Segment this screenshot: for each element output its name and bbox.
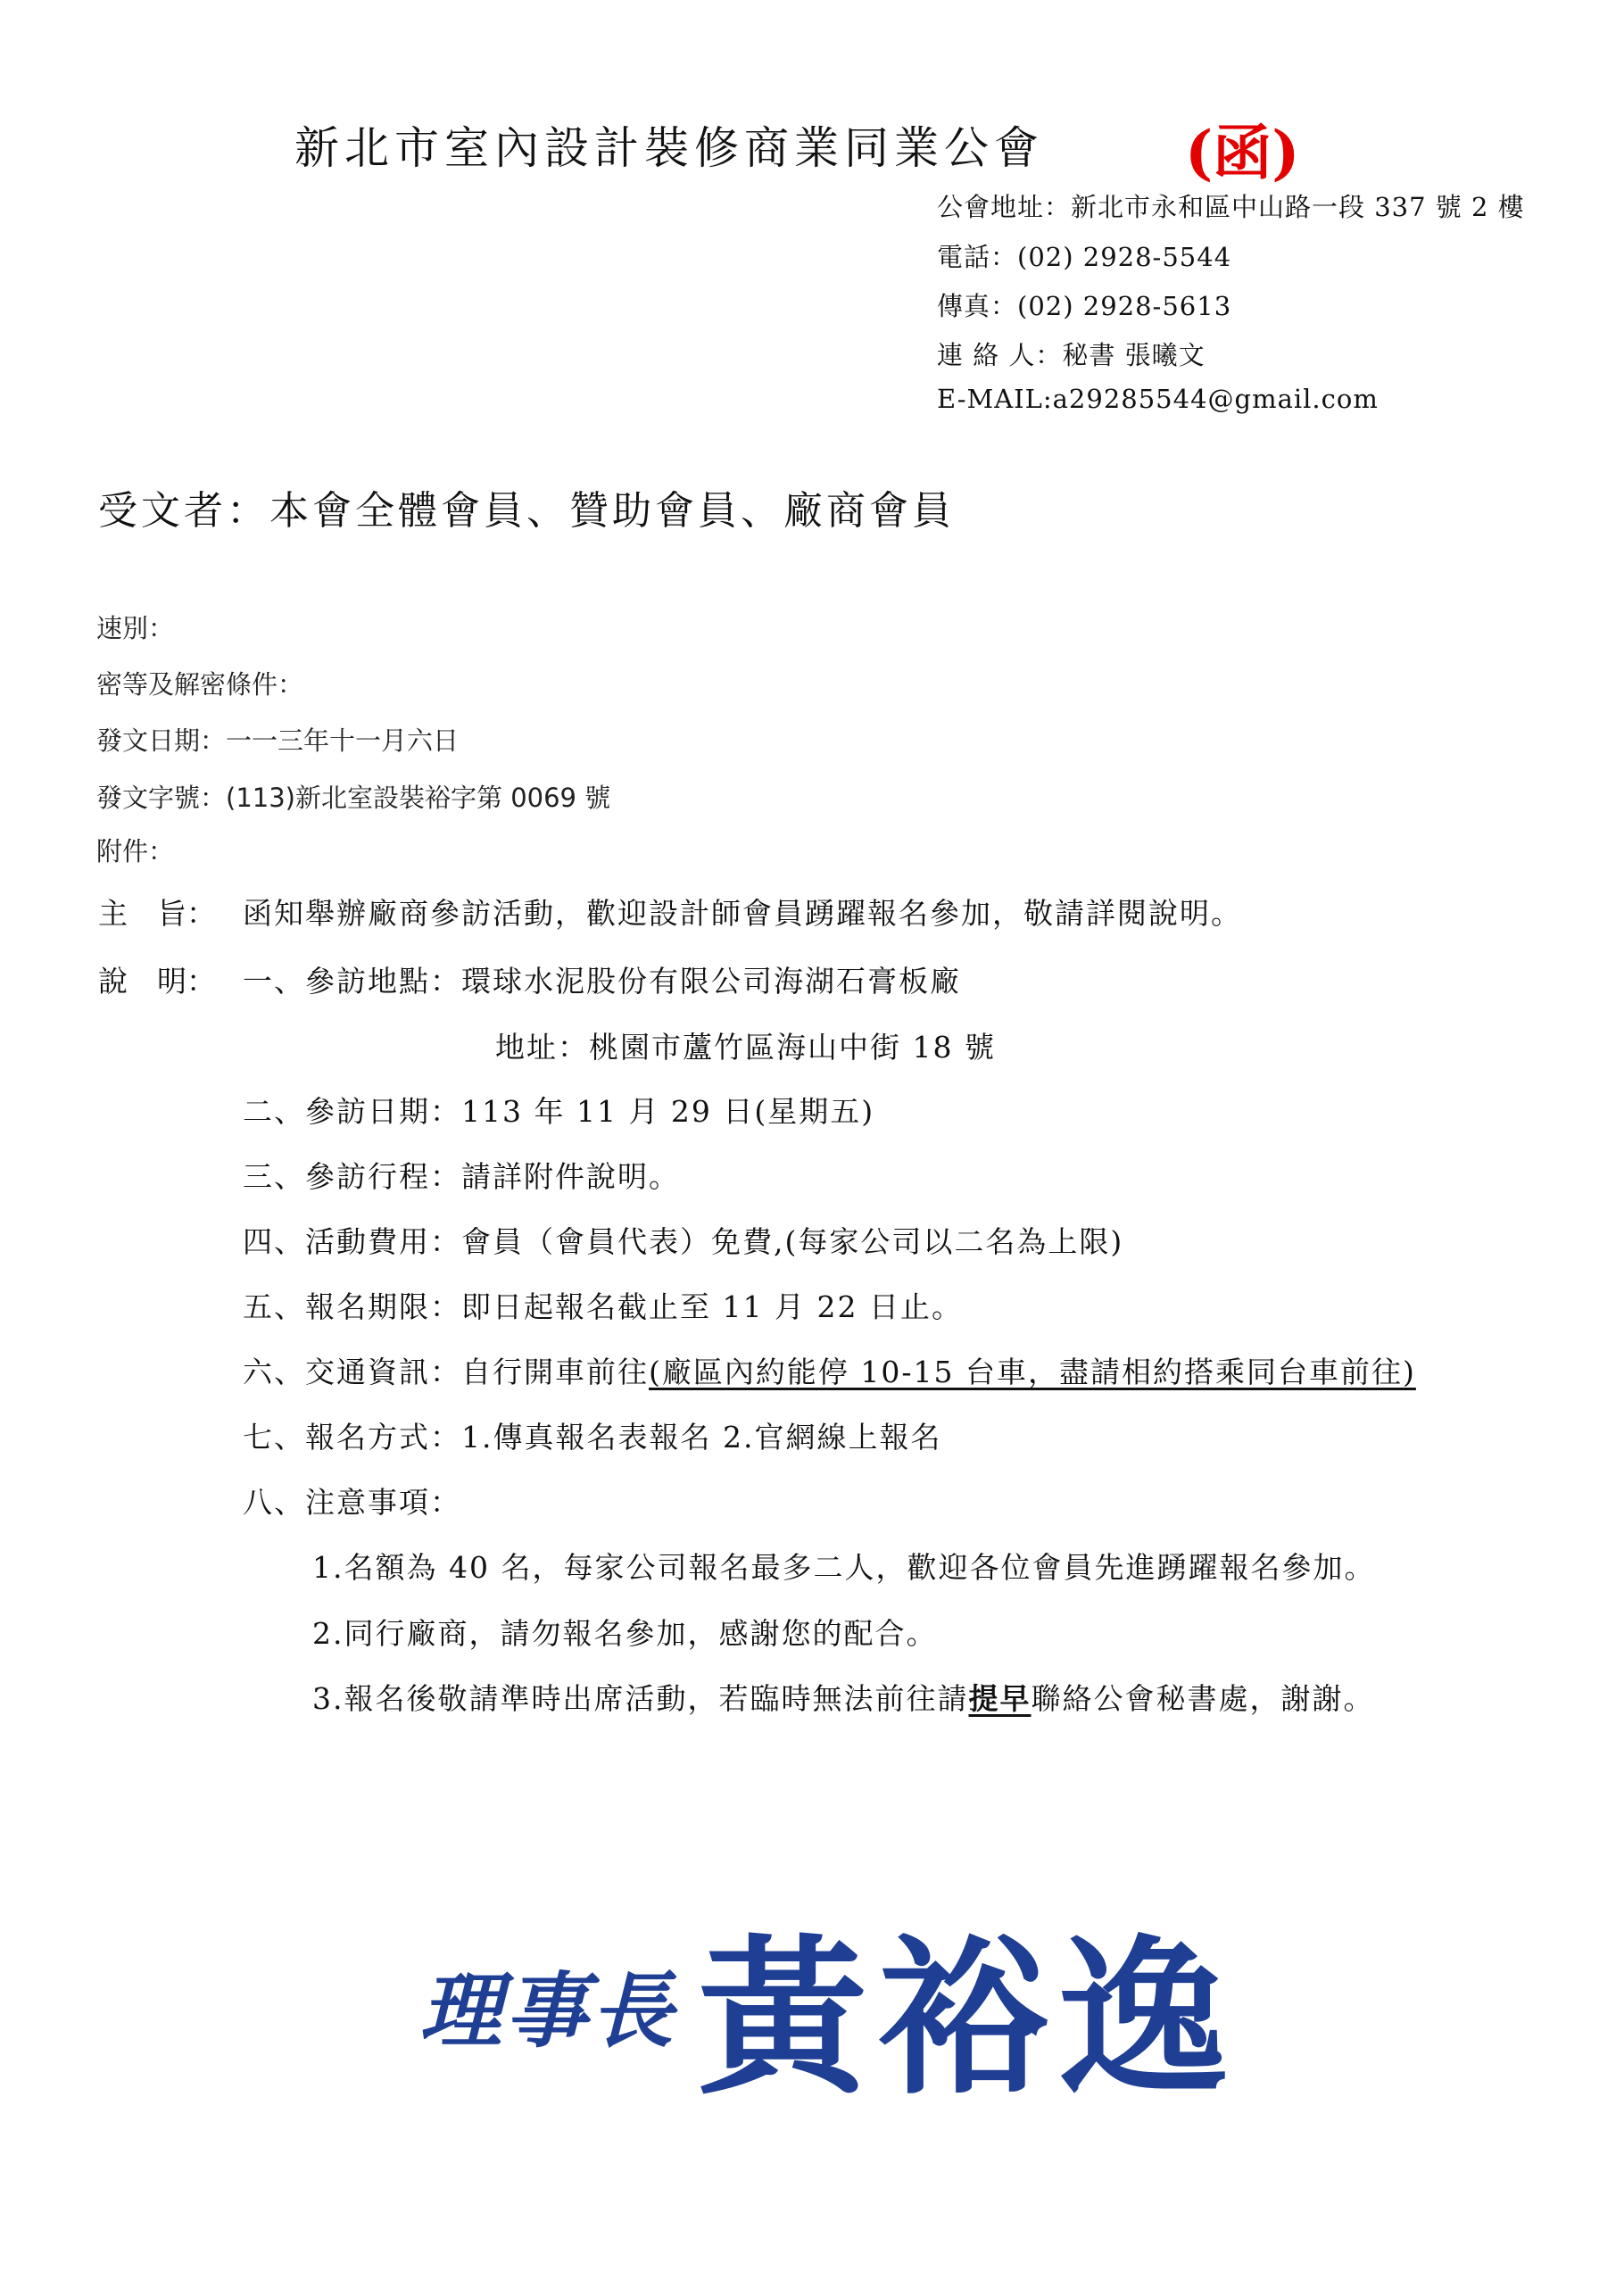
location-address: 地址：桃園市蘆竹區海山中街 18 號 — [495, 1030, 996, 1065]
org-fax: 傳真：(02) 2928-5613 — [937, 291, 1232, 321]
explanation-line — [98, 958, 961, 1000]
explanation-item — [243, 1414, 941, 1456]
item-text: 自行開車前往 — [461, 1355, 649, 1389]
org-address: 公會地址：新北市永和區中山路一段 337 號 2 樓 — [937, 192, 1525, 222]
explanation-label: 說 明： — [98, 964, 216, 999]
note-text: 3.報名後敬請準時出席活動，若臨時無法前往請 — [312, 1681, 969, 1716]
item-text: 1.傳真報名表報名 2.官網線上報名 — [461, 1420, 942, 1455]
item-label: 八、注意事項： — [243, 1485, 461, 1520]
item-text: 113 年 11 月 29 日(星期五) — [461, 1094, 875, 1129]
explanation-item — [243, 1284, 963, 1326]
issue-date: 發文日期：一一三年十一月六日 — [96, 725, 460, 756]
note-item: 2.同行廠商，請勿報名參加，感謝您的配合。 — [312, 1616, 938, 1651]
item-label: 六、交通資訊： — [243, 1355, 461, 1389]
item-label: 一、參訪地點： — [243, 964, 461, 999]
item-label: 三、參訪行程： — [243, 1159, 461, 1194]
item-label: 七、報名方式： — [243, 1420, 461, 1455]
subject-text: 函知舉辦廠商參訪活動，歡迎設計師會員踴躍報名參加，敬請詳閱說明。 — [243, 896, 1242, 931]
item-text: 即日起報名截止至 11 月 22 日止。 — [461, 1289, 963, 1324]
document-type: (函) — [1185, 118, 1300, 187]
subject-line — [98, 891, 1242, 932]
org-contact-person: 連 絡 人：秘書 張曦文 — [937, 340, 1206, 370]
document-number: 發文字號：(113)新北室設裝裕字第 0069 號 — [96, 783, 611, 813]
note-text: 聯絡公會秘書處，謝謝。 — [1031, 1681, 1375, 1716]
organization-name: 新北市室內設計裝修商業同業公會 — [294, 122, 1044, 174]
explanation-item — [243, 1480, 461, 1521]
org-email: E-MAIL:a29285544@gmail.com — [937, 384, 1379, 414]
item-underlined-text: (廠區內約能停 10-15 台車，盡請相約搭乘同台車前往) — [649, 1355, 1416, 1389]
secrecy-field: 密等及解密條件： — [96, 669, 304, 700]
note-emphasis: 提早 — [968, 1681, 1032, 1716]
item-label: 四、活動費用： — [243, 1224, 461, 1259]
explanation-item — [243, 1219, 1123, 1261]
note-item: 1.名額為 40 名，每家公司報名最多二人，歡迎各位會員先進踴躍報名參加。 — [312, 1550, 1376, 1585]
attachment-field: 附件： — [96, 836, 175, 866]
item-label: 五、報名期限： — [243, 1289, 461, 1324]
subject-label: 主 旨： — [98, 896, 216, 931]
explanation-item — [243, 1349, 1416, 1391]
explanation-item — [243, 1089, 874, 1131]
speed-field: 速別： — [96, 613, 175, 643]
chairman-signature-stamp — [419, 1883, 1239, 2126]
signature-name: 黃裕逸 — [698, 1919, 1239, 2118]
signature-title: 理事長 — [419, 1962, 677, 2060]
note-item — [312, 1676, 1375, 1718]
item-text: 請詳附件說明。 — [461, 1159, 680, 1194]
item-text: 會員（會員代表）免費,(每家公司以二名為上限) — [461, 1224, 1124, 1259]
recipient-line: 受文者：本會全體會員、贊助會員、廠商會員 — [98, 488, 955, 534]
item-label: 二、參訪日期： — [243, 1094, 461, 1129]
org-phone: 電話：(02) 2928-5544 — [937, 242, 1232, 272]
item-text: 環球水泥股份有限公司海湖石膏板廠 — [461, 964, 961, 999]
explanation-item — [243, 1154, 680, 1196]
